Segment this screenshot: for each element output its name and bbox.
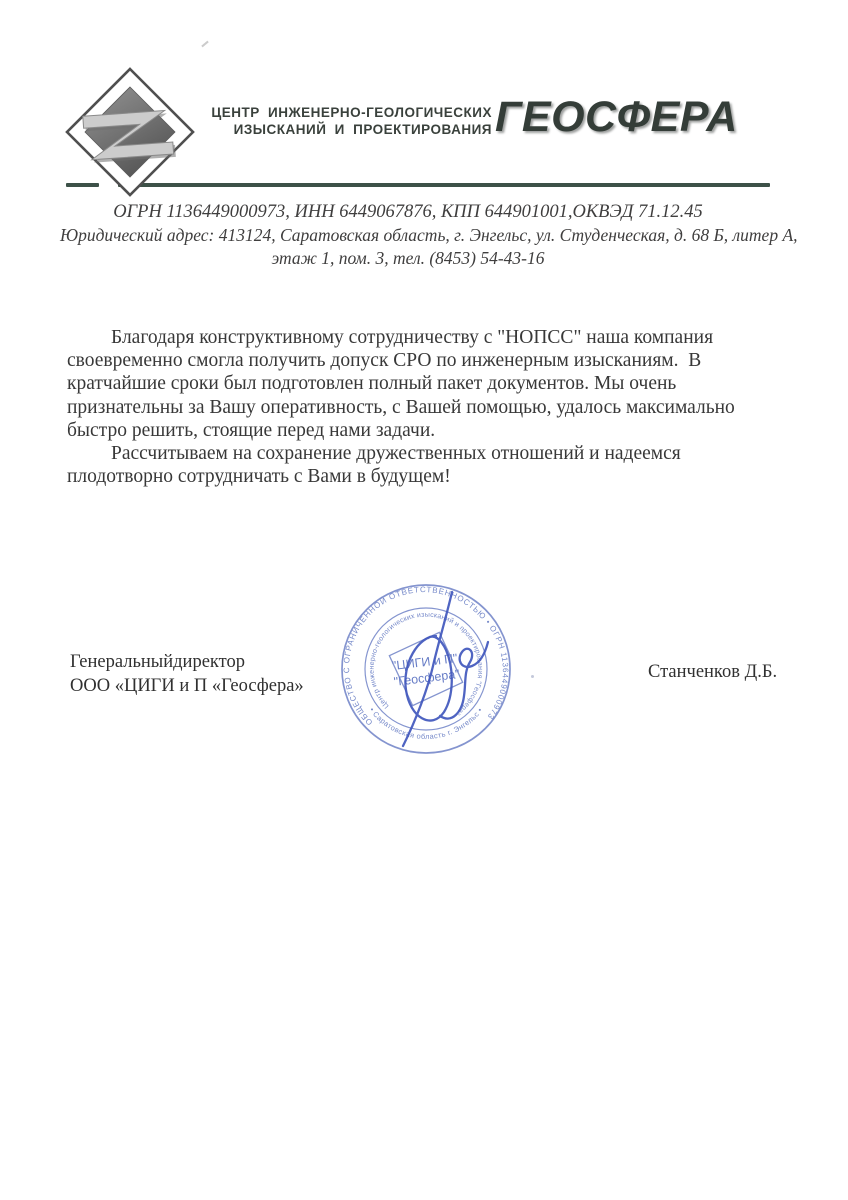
- address-line1: Юридический адрес: 413124, Саратовская область, г. Энгельс, ул. Студенческая, д. 68 Б, литер А,: [60, 225, 798, 245]
- scan-speck: [531, 675, 534, 678]
- signature-title-line1: Генеральныйдиректор: [70, 652, 245, 672]
- signature-title-line2: ООО «ЦИГИ и П «Геосфера»: [70, 675, 304, 696]
- body-paragraph-2: Рассчитываем на сохранение дружественных отношений и надеемся плодотворно сотрудничать с Вами в будущем!: [67, 443, 686, 488]
- seal-center-line1: "ЦИГИ и П": [391, 651, 459, 674]
- geosfera-logo-icon: [64, 66, 196, 198]
- seal-middle-ring-text: Центр инженерно-геологических изысканий и проектирования "Геосфера": [368, 611, 484, 717]
- seal-outer-ring-text: ОБЩЕСТВО С ОГРАНИЧЕННОЙ ОТВЕТСТВЕННОСТЬЮ • ОГРН 1136449000973: [342, 585, 510, 728]
- org-name-line1: ЦЕНТР ИНЖЕНЕРНО-ГЕОЛОГИЧЕСКИХ: [211, 105, 492, 120]
- org-name-line2: ИЗЫСКАНИЙ И ПРОЕКТИРОВАНИЯ: [233, 122, 492, 137]
- address-line2: этаж 1, пом. 3, тел. (8453) 54-43-16: [271, 248, 545, 268]
- registration-line: ОГРН 1136449000973, ИНН 6449067876, КПП 644901001,ОКВЭД 71.12.45: [113, 202, 703, 222]
- letterhead-rule-long: [118, 183, 770, 187]
- seal-bottom-arc-text: • Саратовская область г. Энгельс •: [367, 705, 485, 742]
- seal-center-line2: "Геосфера": [393, 666, 461, 689]
- letter-body: [67, 326, 739, 488]
- signature-stroke-loop: [405, 636, 451, 721]
- body-paragraph-1: Благодаря конструктивному сотрудничеству с "НОПСС" наша компания своевременно смогла получить допуск СРО по инженерным изысканиям. В кратчайшие сроки был подготовлен полный пакет документов. Мы очень признательны за Вашу оперативность, с Вашей помощью, удалось максимально быстро решить, стоящие перед нами задачи.: [67, 327, 740, 441]
- company-info: [60, 201, 798, 270]
- org-name: [198, 104, 492, 138]
- handwritten-signature: [340, 572, 510, 762]
- signature-stroke-diagonal: [403, 592, 452, 746]
- signer-name: Станченков Д.Б.: [648, 662, 778, 682]
- scan-artifact-mark: [201, 41, 208, 48]
- brand-wordmark: ГЕОСФЕРА: [495, 93, 738, 141]
- signature-title: [70, 651, 304, 698]
